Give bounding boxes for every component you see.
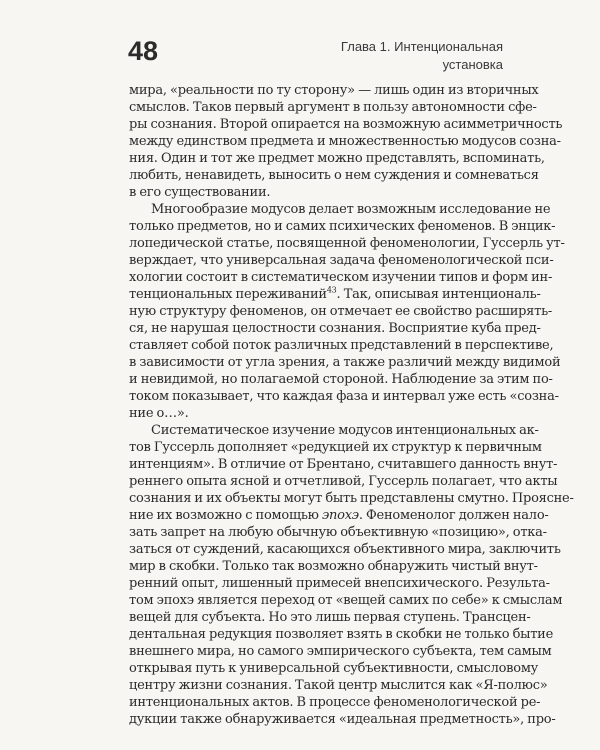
page-number: 48 xyxy=(128,36,159,66)
text-line: заться от суждений, касающихся объективного мира, заключить xyxy=(129,542,561,557)
text-line xyxy=(129,303,553,320)
text-line: зать запрет на любую обычную объективную «позицию», отка- xyxy=(129,525,547,540)
text-line: и невидимой, но полагаемой стороной. Наблюдение за этим по- xyxy=(129,372,553,387)
text-line: мир в скобки. Только так возможно обнаружить чистый внут- xyxy=(129,559,538,574)
paragraph-2 xyxy=(129,201,565,422)
text-line: тов Гуссерль дополняет «редукцией их структур к первичным xyxy=(129,440,542,455)
paragraph-3 xyxy=(129,422,574,728)
text-line: интенциональных актов. В процессе феноменологической ре- xyxy=(129,695,541,710)
text-line: только предметов, но и самих психических феноменов. В энцик- xyxy=(129,219,556,234)
text-line: в зависимости от угла зрения, а также различий между видимой xyxy=(129,355,561,370)
text-fragment: ние их возможно с помощью xyxy=(129,508,322,523)
body-text xyxy=(129,82,574,728)
text-line: ния. Один и тот же предмет можно представлять, вспоминать, xyxy=(129,151,545,166)
text-line: дукции также обнаруживается «идеальная предметность», про- xyxy=(129,712,556,727)
text-line: центру жизни сознания. Такой центр мыслится как «Я-полюс» xyxy=(129,678,548,693)
text-line: внешнего мира, но самого эмпирического субъекта, тем самым xyxy=(129,644,552,659)
paragraph-1 xyxy=(129,82,563,201)
text-line: том эпохэ является переход от «вещей самих по себе» к смыслам xyxy=(129,593,563,608)
text-line: верждает, что универсальная задача феноменологической пси- xyxy=(129,253,554,268)
running-head xyxy=(323,38,503,74)
text-line: между единством предмета и множественностью модусов созна- xyxy=(129,134,561,149)
text-line: сознания и их объекты могут быть представлены смутно. Проясне- xyxy=(129,491,574,506)
text-fragment: ную xyxy=(129,304,156,319)
text-line: открывая путь к универсальной субъективности, смысловому xyxy=(129,661,539,676)
text-line: вещей для субъекта. Но это лишь первая ступень. Трансцен- xyxy=(129,610,531,625)
footnote-ref: 43 xyxy=(326,285,337,295)
text-fragment: . Так, описывая интенциональ- xyxy=(336,287,541,302)
chapter-title-line-1: Глава 1. Интенциональная xyxy=(340,39,503,54)
text-line: смыслов. Таков первый аргумент в пользу автономности сфе- xyxy=(129,100,537,115)
text-line: Систематическое изучение модусов интенциональных ак- xyxy=(151,423,539,438)
text-line: дентальная редукция позволяет взять в скобки не только бытие xyxy=(129,627,554,642)
text-fragment: структуру феноменов, он отмечает ее свойство расширять- xyxy=(159,304,553,319)
text-line: ся, не нарушая целостности сознания. Восприятие куба пред- xyxy=(129,321,541,336)
text-line: лопедической статье, посвященной феноменологии, Гуссерль ут- xyxy=(129,236,565,251)
text-line: хологии состоит в систематическом изучении типов и форм ин- xyxy=(129,270,553,285)
text-line: мира, «реальности по ту сторону» — лишь один из вторичных xyxy=(129,83,539,98)
chapter-title-line-2: установка xyxy=(442,57,503,72)
text-line: ние о…». xyxy=(129,406,189,421)
text-line: интенциям». В отличие от Брентано, считавшего данность внут- xyxy=(129,457,558,472)
text-line xyxy=(129,507,549,524)
text-line: ренний опыт, лишенный примесей внепсихического. Результа- xyxy=(129,576,550,591)
text-line: в его существовании. xyxy=(129,185,271,200)
text-line: ставляет собой поток различных представлений в перспективе, xyxy=(129,338,554,353)
italic-term: эпохэ xyxy=(322,508,359,523)
text-line xyxy=(129,285,541,303)
text-line: ры сознания. Второй опирается на возможную асимметричность xyxy=(129,117,563,132)
text-fragment: тенциональных переживаний xyxy=(129,287,327,302)
text-line: Многообразие модусов делает возможным исследование не xyxy=(151,202,551,217)
text-fragment: . Феноменолог должен нало- xyxy=(358,508,549,523)
text-line: током показывает, что каждая фаза и интервал уже есть «созна- xyxy=(129,389,559,404)
text-line: любить, ненавидеть, выносить о нем суждения и сомневаться xyxy=(129,168,539,183)
text-line: реннего опыта ясной и отчетливой, Гуссерль полагает, что акты xyxy=(129,474,558,489)
